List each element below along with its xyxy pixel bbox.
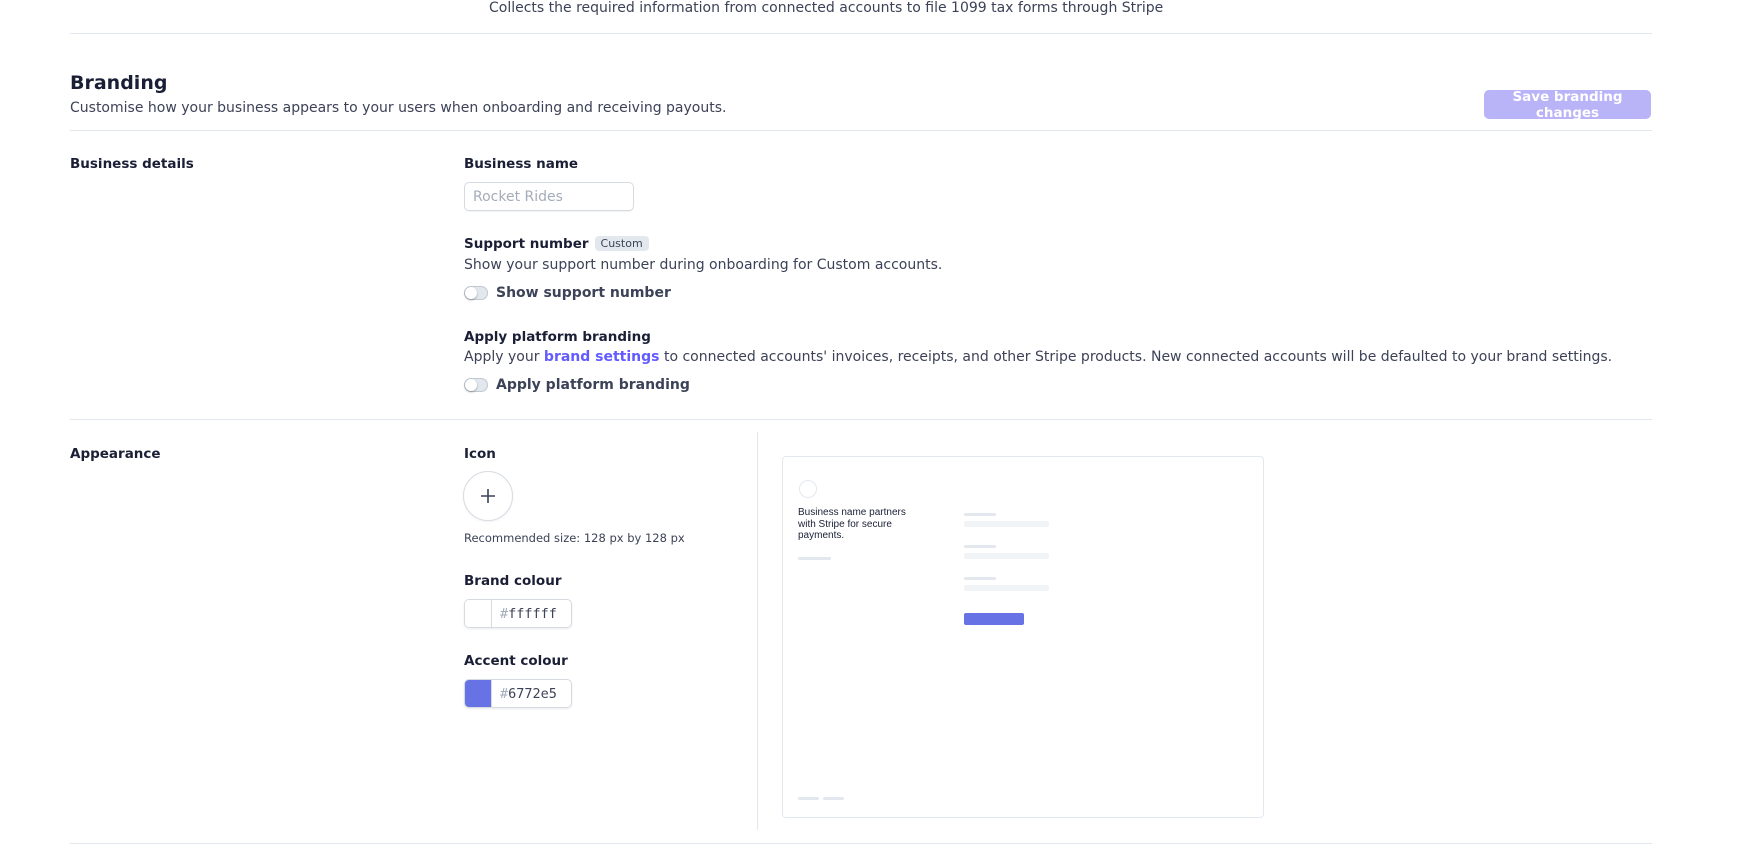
toggle-knob <box>465 287 477 299</box>
preview-footer-link <box>798 797 819 800</box>
icon-size-help: Recommended size: 128 px by 128 px <box>464 531 685 545</box>
preview-field-label <box>964 513 996 516</box>
preview-text: Business name partners with Stripe for secure payments. <box>798 507 906 541</box>
preview-field-label <box>964 577 996 580</box>
custom-badge: Custom <box>595 236 649 251</box>
accent-colour-hex: 6772e5 <box>508 685 557 702</box>
preview-submit-button <box>964 613 1024 625</box>
support-number-label <box>464 236 649 252</box>
support-number-title: Support number <box>464 236 589 252</box>
onboarding-preview <box>782 456 1264 818</box>
show-support-number-toggle[interactable] <box>464 286 488 300</box>
tax-forms-description: Collects the required information from connected accounts to file 1099 tax forms through Stripe <box>489 0 1164 16</box>
preview-placeholder-line <box>798 557 831 560</box>
preview-field <box>964 553 1049 559</box>
accent-colour-value[interactable] <box>492 680 557 707</box>
platform-branding-label: Apply platform branding <box>464 329 651 345</box>
preview-footer-link <box>823 797 844 800</box>
hash-prefix: # <box>500 605 509 622</box>
brand-colour-input[interactable] <box>464 599 572 628</box>
divider <box>70 419 1652 420</box>
icon-upload-button[interactable] <box>463 471 513 521</box>
section-subtitle: Customise how your business appears to your users when onboarding and receiving payouts. <box>70 100 727 116</box>
toggle-knob <box>465 379 477 391</box>
accent-colour-swatch[interactable] <box>465 680 492 707</box>
icon-label: Icon <box>464 446 496 462</box>
business-details-label: Business details <box>70 156 194 172</box>
divider <box>70 33 1652 34</box>
platform-branding-help <box>464 349 1612 365</box>
preview-field <box>964 585 1049 591</box>
save-branding-button[interactable]: Save branding changes <box>1484 90 1651 119</box>
brand-settings-link[interactable]: brand settings <box>543 349 660 365</box>
brand-colour-label: Brand colour <box>464 573 562 589</box>
accent-colour-input[interactable] <box>464 679 572 708</box>
apply-platform-branding-row <box>464 377 690 393</box>
brand-colour-value[interactable] <box>492 600 557 627</box>
support-number-help: Show your support number during onboarding for Custom accounts. <box>464 257 943 273</box>
accent-colour-label: Accent colour <box>464 653 568 669</box>
divider <box>70 130 1652 131</box>
show-support-number-label[interactable]: Show support number <box>496 285 671 301</box>
plus-icon <box>479 487 497 505</box>
apply-platform-branding-toggle[interactable] <box>464 378 488 392</box>
hash-prefix: # <box>500 685 509 702</box>
brand-colour-swatch[interactable] <box>465 600 492 627</box>
vertical-divider <box>757 432 758 830</box>
section-title: Branding <box>70 72 168 94</box>
help-text-after: to connected accounts' invoices, receipts, and other Stripe products. New connected accounts will be defaulted to your brand settings. <box>663 349 1613 365</box>
help-text-before: Apply your <box>464 349 540 365</box>
show-support-number-row <box>464 285 671 301</box>
apply-platform-branding-label[interactable]: Apply platform branding <box>496 377 690 393</box>
brand-colour-hex: ffffff <box>508 605 557 622</box>
business-name-label: Business name <box>464 156 579 172</box>
preview-field-label <box>964 545 996 548</box>
business-name-input[interactable] <box>464 182 634 211</box>
appearance-label: Appearance <box>70 446 161 462</box>
divider <box>70 843 1652 844</box>
preview-logo <box>799 480 817 498</box>
preview-field <box>964 521 1049 527</box>
